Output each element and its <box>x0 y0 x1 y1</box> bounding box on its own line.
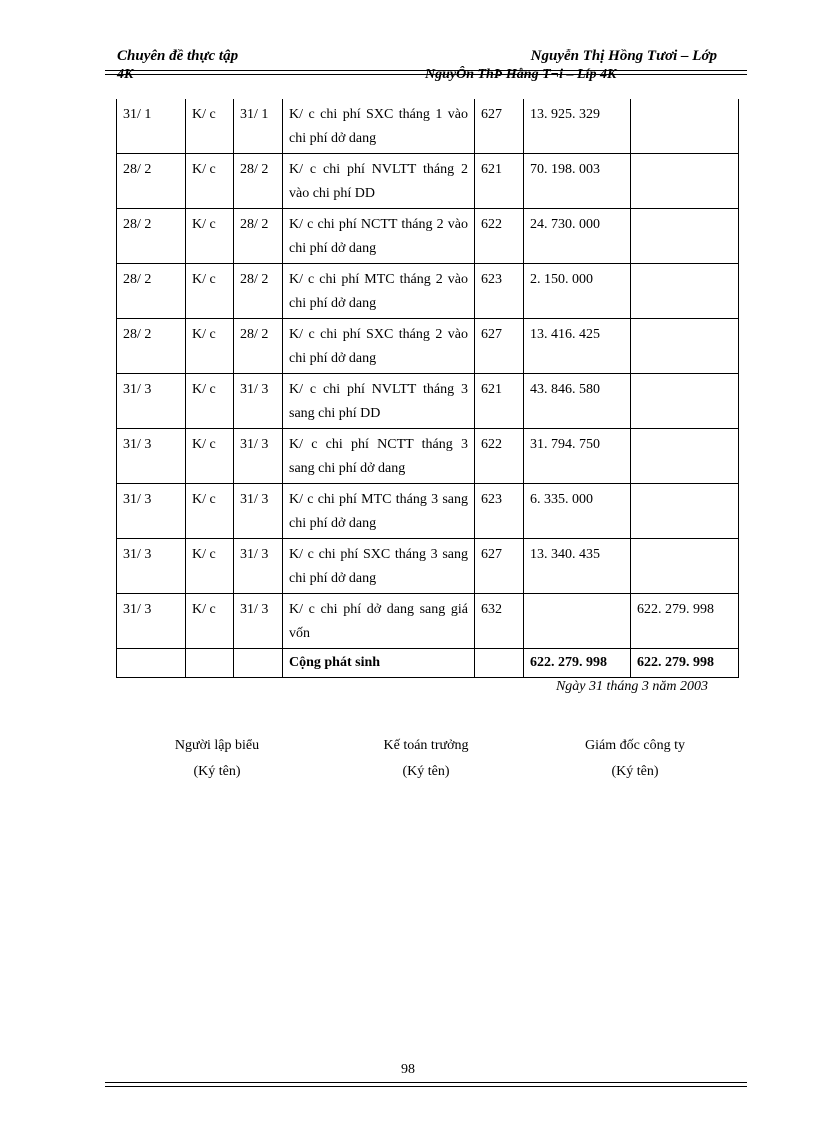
table-row <box>117 319 739 374</box>
entry-type-cell: K/ c <box>186 209 234 264</box>
account-cell: 627 <box>475 319 524 374</box>
signature-note: (Ký tên) <box>193 764 241 779</box>
voucher-date-cell: 31/ 3 <box>234 594 283 649</box>
header-wrap-text: 4K <box>117 67 134 82</box>
description-cell: K/ c chi phí SXC tháng 1 vào chi phí dở dang <box>283 99 475 154</box>
total-label: Cộng phát sinh <box>283 649 475 678</box>
entry-date-cell: 28/ 2 <box>117 154 186 209</box>
account-cell: 623 <box>475 264 524 319</box>
table-row <box>117 154 739 209</box>
signature-chief-accountant <box>316 733 536 785</box>
ledger-table <box>116 99 739 678</box>
description-cell: K/ c chi phí SXC tháng 3 sang chi phí dở dang <box>283 539 475 594</box>
total-debit: 622. 279. 998 <box>524 649 631 678</box>
entry-type-cell: K/ c <box>186 374 234 429</box>
credit-cell <box>631 264 739 319</box>
description-cell: K/ c chi phí NCTT tháng 3 sang chi phí dở dang <box>283 429 475 484</box>
entry-date-cell: 28/ 2 <box>117 319 186 374</box>
entry-type-cell: K/ c <box>186 154 234 209</box>
debit-cell: 13. 340. 435 <box>524 539 631 594</box>
credit-cell: 622. 279. 998 <box>631 594 739 649</box>
header-right-author: Nguyễn Thị Hồng Tươi – Lớp <box>530 48 717 64</box>
table-row <box>117 484 739 539</box>
debit-cell: 24. 730. 000 <box>524 209 631 264</box>
entry-type-cell: K/ c <box>186 539 234 594</box>
table-row <box>117 594 739 649</box>
signature-title: Kế toán trưởng <box>383 738 469 753</box>
table-row <box>117 264 739 319</box>
entry-type-cell: K/ c <box>186 484 234 539</box>
entry-date-cell: 31/ 3 <box>117 374 186 429</box>
voucher-date-cell: 31/ 3 <box>234 374 283 429</box>
signature-preparer <box>107 733 327 785</box>
debit-cell: 70. 198. 003 <box>524 154 631 209</box>
entry-date-cell: 31/ 3 <box>117 484 186 539</box>
page-number: 98 <box>401 1062 415 1077</box>
credit-cell <box>631 374 739 429</box>
debit-cell: 13. 925. 329 <box>524 99 631 154</box>
signature-note: (Ký tên) <box>611 764 659 779</box>
header-left-title: Chuyên đề thực tập <box>117 48 239 64</box>
account-cell: 627 <box>475 539 524 594</box>
voucher-date-cell: 28/ 2 <box>234 264 283 319</box>
table-row <box>117 209 739 264</box>
entry-type-cell: K/ c <box>186 264 234 319</box>
signature-title: Giám đốc công ty <box>585 738 685 753</box>
debit-cell: 43. 846. 580 <box>524 374 631 429</box>
credit-cell <box>631 539 739 594</box>
total-empty-cell <box>186 649 234 678</box>
total-empty-cell <box>117 649 186 678</box>
description-cell: K/ c chi phí NVLTT tháng 2 vào chi phí DD <box>283 154 475 209</box>
table-row <box>117 429 739 484</box>
debit-cell: 2. 150. 000 <box>524 264 631 319</box>
debit-cell <box>524 594 631 649</box>
total-row <box>117 649 739 678</box>
voucher-date-cell: 28/ 2 <box>234 154 283 209</box>
account-cell: 621 <box>475 154 524 209</box>
credit-cell <box>631 429 739 484</box>
entry-type-cell: K/ c <box>186 99 234 154</box>
credit-cell <box>631 484 739 539</box>
entry-date-cell: 31/ 3 <box>117 594 186 649</box>
debit-cell: 31. 794. 750 <box>524 429 631 484</box>
account-cell: 623 <box>475 484 524 539</box>
voucher-date-cell: 31/ 3 <box>234 539 283 594</box>
credit-cell <box>631 99 739 154</box>
description-cell: K/ c chi phí NCTT tháng 2 vào chi phí dở dang <box>283 209 475 264</box>
debit-cell: 13. 416. 425 <box>524 319 631 374</box>
voucher-date-cell: 28/ 2 <box>234 319 283 374</box>
date-line: Ngày 31 tháng 3 năm 2003 <box>555 679 708 694</box>
signature-note: (Ký tên) <box>402 764 450 779</box>
total-credit: 622. 279. 998 <box>631 649 739 678</box>
debit-cell: 6. 335. 000 <box>524 484 631 539</box>
account-cell: 622 <box>475 209 524 264</box>
description-cell: K/ c chi phí dở dang sang giá vốn <box>283 594 475 649</box>
account-cell: 621 <box>475 374 524 429</box>
entry-date-cell: 31/ 3 <box>117 429 186 484</box>
account-cell: 632 <box>475 594 524 649</box>
table-row <box>117 374 739 429</box>
total-empty-cell <box>234 649 283 678</box>
credit-cell <box>631 209 739 264</box>
entry-type-cell: K/ c <box>186 594 234 649</box>
account-cell: 622 <box>475 429 524 484</box>
voucher-date-cell: 28/ 2 <box>234 209 283 264</box>
description-cell: K/ c chi phí SXC tháng 2 vào chi phí dở dang <box>283 319 475 374</box>
description-cell: K/ c chi phí NVLTT tháng 3 sang chi phí DD <box>283 374 475 429</box>
description-cell: K/ c chi phí MTC tháng 2 vào chi phí dở dang <box>283 264 475 319</box>
voucher-date-cell: 31/ 3 <box>234 484 283 539</box>
page-header <box>105 48 747 88</box>
table-row <box>117 99 739 154</box>
table-row <box>117 539 739 594</box>
signature-title: Người lập biểu <box>174 738 260 753</box>
description-cell: K/ c chi phí MTC tháng 3 sang chi phí dở dang <box>283 484 475 539</box>
entry-type-cell: K/ c <box>186 429 234 484</box>
footer-rule-top <box>105 1082 747 1083</box>
voucher-date-cell: 31/ 1 <box>234 99 283 154</box>
entry-date-cell: 28/ 2 <box>117 209 186 264</box>
signature-director <box>525 733 745 785</box>
footer-rule-bottom <box>105 1086 747 1087</box>
credit-cell <box>631 319 739 374</box>
entry-type-cell: K/ c <box>186 319 234 374</box>
total-empty-cell <box>475 649 524 678</box>
voucher-date-cell: 31/ 3 <box>234 429 283 484</box>
entry-date-cell: 28/ 2 <box>117 264 186 319</box>
credit-cell <box>631 154 739 209</box>
entry-date-cell: 31/ 1 <box>117 99 186 154</box>
entry-date-cell: 31/ 3 <box>117 539 186 594</box>
account-cell: 627 <box>475 99 524 154</box>
header-ghost-text: NguyÔn ThÞ Hång T¬i – Líp 4K <box>425 67 617 82</box>
